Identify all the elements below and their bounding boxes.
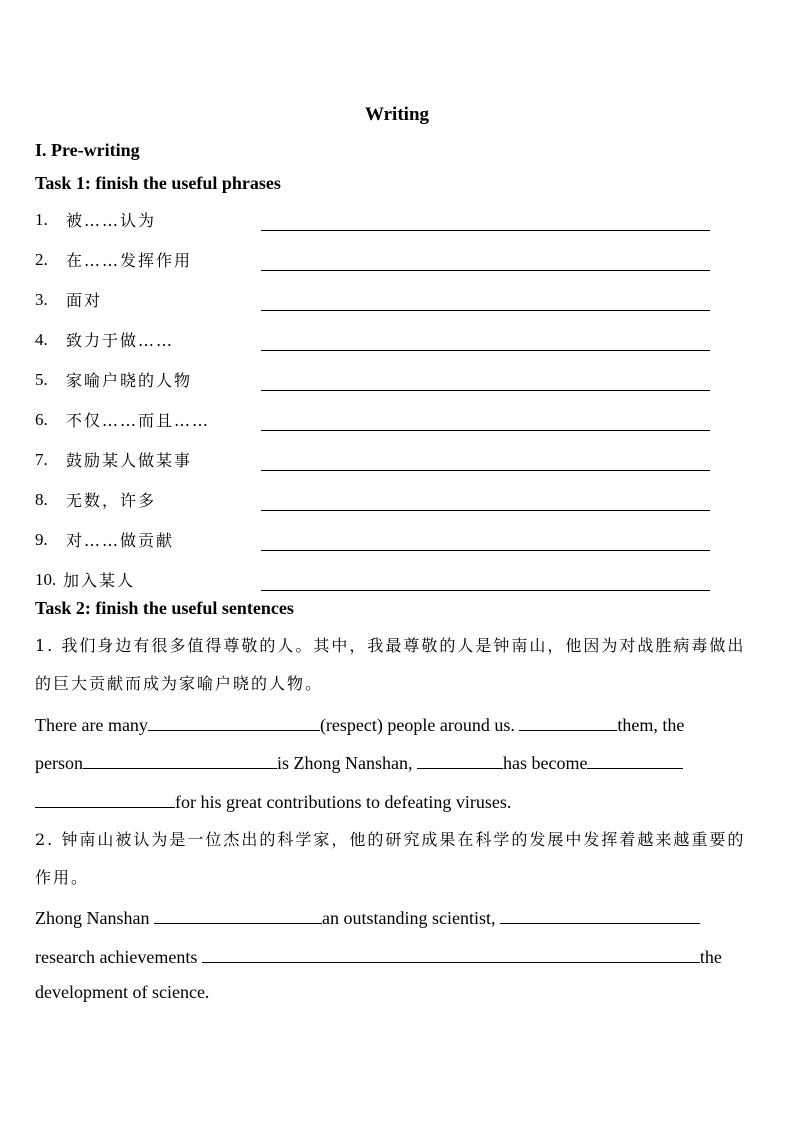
phrase-chinese: 无数，许多 bbox=[66, 491, 157, 510]
answer-blank[interactable] bbox=[261, 550, 710, 551]
phrase-row bbox=[35, 408, 715, 432]
answer-blank[interactable] bbox=[417, 750, 503, 769]
phrase-chinese: 加入某人 bbox=[63, 571, 136, 590]
sentence-1-chinese: 1. 我们身边有很多值得尊敬的人。其中，我最尊敬的人是钟南山，他因为对战胜病毒做出的巨大贡献而成为家喻户晓的人物。 bbox=[35, 636, 746, 693]
phrase-row bbox=[35, 368, 715, 392]
answer-blank[interactable] bbox=[519, 712, 617, 731]
phrase-row bbox=[35, 528, 715, 552]
answer-blank[interactable] bbox=[261, 390, 710, 391]
answer-blank[interactable] bbox=[261, 470, 710, 471]
answer-blank[interactable] bbox=[148, 712, 320, 731]
phrase-chinese: 在……发挥作用 bbox=[66, 251, 193, 270]
phrase-chinese: 鼓励某人做某事 bbox=[66, 451, 193, 470]
answer-blank[interactable] bbox=[154, 905, 322, 924]
sentence-text: There are many bbox=[35, 715, 148, 735]
answer-blank[interactable] bbox=[35, 789, 175, 808]
phrase-row bbox=[35, 328, 715, 352]
sentence-1-english-line-1 bbox=[35, 712, 761, 736]
phrase-number: 6. bbox=[35, 410, 48, 429]
answer-blank[interactable] bbox=[261, 590, 710, 591]
phrase-row bbox=[35, 208, 715, 232]
section-heading-prewriting: I. Pre-writing bbox=[35, 140, 140, 160]
task1-heading: Task 1: finish the useful phrases bbox=[35, 173, 281, 193]
sentence-text: the bbox=[699, 947, 722, 967]
phrase-number: 5. bbox=[35, 370, 48, 389]
answer-blank[interactable] bbox=[261, 510, 710, 511]
answer-blank[interactable] bbox=[261, 310, 710, 311]
phrase-row bbox=[35, 288, 715, 312]
answer-blank[interactable] bbox=[261, 230, 710, 231]
phrase-row bbox=[35, 448, 715, 472]
answer-blank[interactable] bbox=[587, 750, 683, 769]
answer-blank[interactable] bbox=[202, 944, 700, 963]
phrase-number: 4. bbox=[35, 330, 48, 349]
answer-blank[interactable] bbox=[261, 270, 710, 271]
sentence-text: has become bbox=[502, 753, 588, 773]
phrase-number: 3. bbox=[35, 290, 48, 309]
page-title: Writing bbox=[364, 104, 430, 125]
sentence-text: for his great contributions to defeating viruses. bbox=[175, 792, 512, 812]
sentence-text: (respect) people around us. bbox=[319, 715, 515, 735]
phrase-chinese: 对……做贡献 bbox=[66, 531, 175, 550]
phrase-number: 8. bbox=[35, 490, 48, 509]
phrase-number: 9. bbox=[35, 530, 48, 549]
sentence-1-english-line-3 bbox=[35, 789, 761, 813]
sentence-2-english-line-1 bbox=[35, 905, 761, 929]
sentence-text: Zhong Nanshan bbox=[35, 908, 150, 928]
sentence-text: is Zhong Nanshan, bbox=[277, 753, 413, 773]
phrase-number: 10. bbox=[35, 570, 57, 589]
phrase-chinese: 家喻户晓的人物 bbox=[66, 371, 193, 390]
phrase-chinese: 面对 bbox=[66, 291, 103, 310]
sentence-1-english-line-2 bbox=[35, 750, 761, 774]
answer-blank[interactable] bbox=[500, 905, 700, 924]
sentence-text: development of science. bbox=[35, 982, 210, 1002]
sentence-2-english-line-3 bbox=[35, 982, 761, 1006]
answer-blank[interactable] bbox=[83, 750, 277, 769]
sentence-2-english-line-2 bbox=[35, 944, 761, 968]
sentence-text: research achievements bbox=[35, 947, 198, 967]
answer-blank[interactable] bbox=[261, 430, 710, 431]
phrase-chinese: 致力于做…… bbox=[66, 331, 175, 350]
phrase-row bbox=[35, 248, 715, 272]
answer-blank[interactable] bbox=[261, 350, 710, 351]
sentence-text: them, the bbox=[617, 715, 685, 735]
sentence-2-chinese: 2. 钟南山被认为是一位杰出的科学家，他的研究成果在科学的发展中发挥着越来越重要的作用。 bbox=[35, 830, 746, 887]
phrase-number: 2. bbox=[35, 250, 48, 269]
sentence-text: person bbox=[35, 753, 83, 773]
sentence-text: an outstanding scientist, bbox=[321, 908, 496, 928]
phrase-row bbox=[35, 488, 715, 512]
task2-heading: Task 2: finish the useful sentences bbox=[35, 598, 294, 618]
phrase-number: 7. bbox=[35, 450, 48, 469]
phrase-chinese: 不仅……而且…… bbox=[66, 411, 211, 430]
phrase-row bbox=[35, 568, 715, 592]
phrase-number: 1. bbox=[35, 210, 48, 229]
phrase-chinese: 被……认为 bbox=[66, 211, 157, 230]
